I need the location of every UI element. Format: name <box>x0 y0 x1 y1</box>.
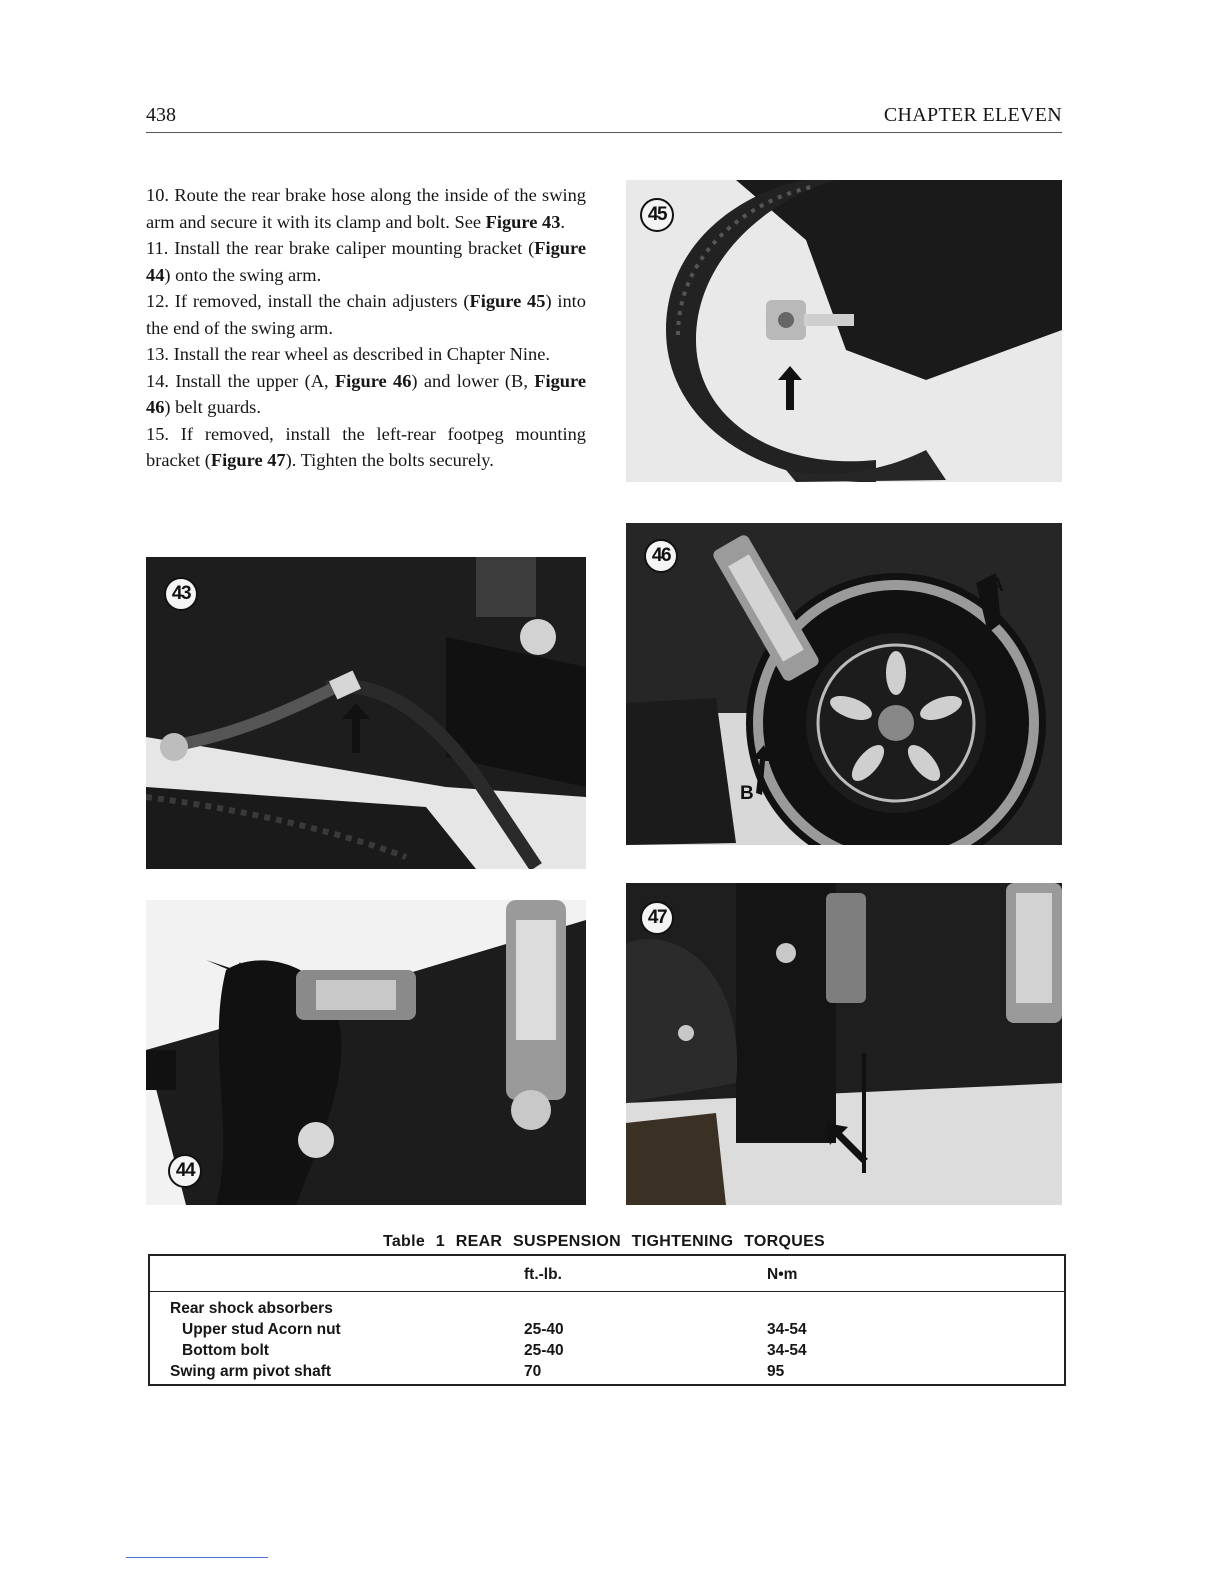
table-cell-item: Rear shock absorbers <box>170 1300 333 1317</box>
figure-44-photo <box>146 900 586 1205</box>
table-cell-nm: 95 <box>767 1363 785 1380</box>
step-text: Route the rear brake hose along the inside of the swing arm and secure it with its clamp and bolt. See <box>146 185 586 232</box>
step-text: . <box>560 211 565 232</box>
step-number: 12. <box>146 291 169 311</box>
figure-45-image <box>626 180 1062 482</box>
figure-47-image <box>626 883 1062 1205</box>
step-text: ) onto the swing arm. <box>164 264 322 285</box>
figure-46-image <box>626 523 1062 845</box>
table-cell-item: Bottom bolt <box>182 1342 269 1359</box>
chapter-title: CHAPTER ELEVEN <box>883 104 1062 126</box>
figure-46-callout-a: A <box>990 575 1004 596</box>
table-row <box>150 1342 1064 1363</box>
header-rule <box>146 132 1062 133</box>
figure-46-callout-b: B <box>740 783 754 804</box>
figure-reference: Figure 46 <box>146 370 587 417</box>
figure-43-photo <box>146 557 586 869</box>
step-11 <box>146 235 586 288</box>
table-header-nm: N•m <box>767 1266 798 1283</box>
step-text: ) into the end of the swing arm. <box>146 291 586 338</box>
table-header-rule <box>150 1291 1064 1292</box>
step-number: 15. <box>146 423 169 444</box>
step-text: ) and lower (B, <box>411 370 535 391</box>
table-cell-nm: 34-54 <box>767 1321 807 1338</box>
step-text: If removed, install the left-rear footpeg mounting bracket ( <box>146 423 586 470</box>
step-text: If removed, install the chain adjusters ( <box>174 291 470 311</box>
step-14 <box>146 368 586 421</box>
step-12 <box>146 288 586 341</box>
step-text: Install the rear wheel as described in Chapter Nine. <box>173 344 550 364</box>
figure-43-image <box>146 557 586 869</box>
page-number: 438 <box>146 104 176 126</box>
step-number: 14. <box>146 370 169 391</box>
figure-reference: Figure 46 <box>334 370 412 391</box>
figure-reference: Figure 47 <box>210 450 286 470</box>
step-number: 10. <box>146 185 169 205</box>
figure-47-photo <box>626 883 1062 1205</box>
table-row <box>150 1363 1064 1384</box>
figure-reference: Figure 45 <box>469 291 546 311</box>
table-cell-nm: 34-54 <box>767 1342 807 1359</box>
table-cell-ftlb: 70 <box>524 1363 542 1380</box>
figure-44-image <box>146 900 586 1205</box>
step-text: ) belt guards. <box>164 397 261 417</box>
table-cell-ftlb: 25-40 <box>524 1342 564 1359</box>
figure-46-badge: 46 <box>644 539 678 573</box>
figure-46-photo <box>626 523 1062 845</box>
table-title: Table 1 REAR SUSPENSION TIGHTENING TORQUES <box>382 1233 826 1250</box>
footnote-line <box>126 1557 268 1558</box>
table-cell-item: Upper stud Acorn nut <box>182 1321 341 1338</box>
figure-45-badge: 45 <box>640 198 674 232</box>
figure-47-badge: 47 <box>640 901 674 935</box>
step-number: 13. <box>146 344 169 364</box>
step-number: 11. <box>146 238 169 258</box>
figure-45-photo <box>626 180 1062 482</box>
table-header-ftlb: ft.-lb. <box>524 1266 562 1283</box>
torque-table <box>148 1254 1066 1386</box>
table-cell-item: Swing arm pivot shaft <box>170 1363 332 1380</box>
step-10 <box>146 182 586 235</box>
step-text: ). Tighten the bolts securely. <box>285 450 494 470</box>
table-cell-ftlb: 25-40 <box>524 1321 564 1338</box>
figure-43-badge: 43 <box>164 577 198 611</box>
table-row <box>150 1300 1064 1321</box>
step-text: Install the rear brake caliper mounting bracket ( <box>174 238 535 258</box>
step-13 <box>146 341 586 368</box>
procedure-steps <box>146 182 586 474</box>
figure-reference: Figure 44 <box>146 238 586 285</box>
figure-reference: Figure 43 <box>485 211 561 232</box>
step-text: Install the upper (A, <box>175 370 335 391</box>
figure-44-badge: 44 <box>168 1154 202 1188</box>
table-row <box>150 1321 1064 1342</box>
step-15 <box>146 421 586 474</box>
